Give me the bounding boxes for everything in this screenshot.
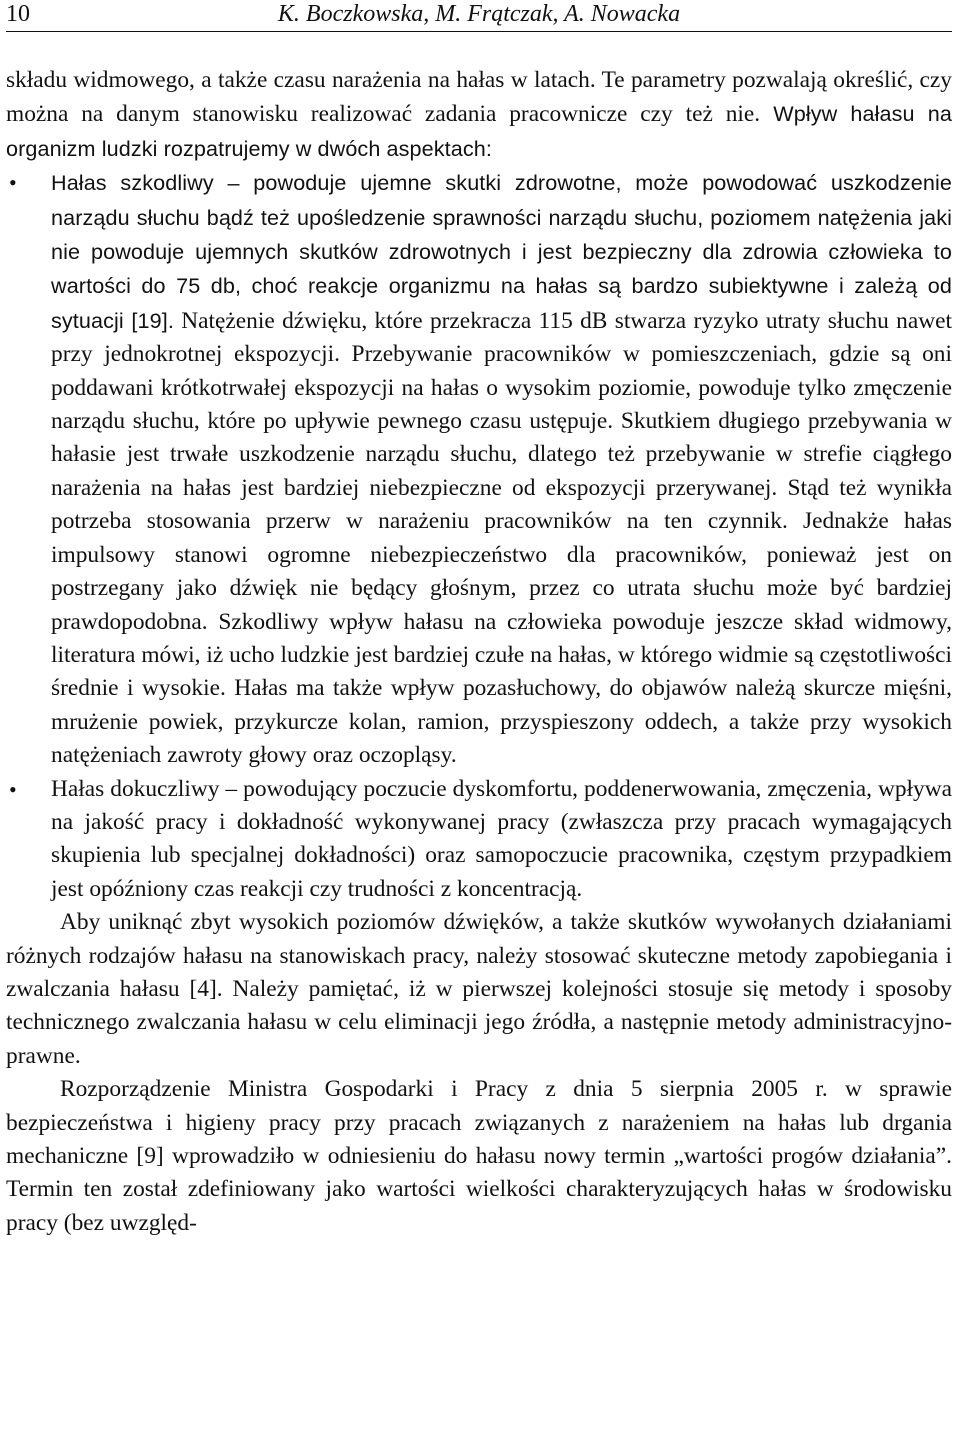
body-text — [6, 32, 952, 1240]
intro-text: składu widmowego, a także czasu narażenia na hałas w latach. Te parametry pozwalają określić, czy można na danym stanowisku realizować zadania pracownicze czy też nie. — [6, 67, 952, 128]
header-authors: K. Boczkowska, M. Frątczak, A. Nowacka — [277, 1, 681, 27]
bullet-text-sans: Hałas szkodliwy – powoduje ujemne skutki zdrowotne, może powodować uszkodzenie narządu słuchu bądź też upośledzenie sprawności narządu słuchu, poziomem natężenia jaki nie powoduje ujemnych skutków zdrowotnych i jest bezpieczny dla zdrowia człowieka to wartości do 75 db, choć reakcje organizmu na hałas są bardzo subiektywne i zależą od sytuacji [19]. — [51, 170, 952, 333]
body-paragraph: Aby uniknąć zbyt wysokich poziomów dźwięków, a także skutków wywołanych działaniami różnych rodzajów hałasu na stanowiskach pracy, należy stosować skuteczne metody zapobiegania i zwalczania hałasu [4]. Należy pamiętać, iż w pierwszej kolejności stosuje się metody i sposoby technicznego zwalczania hałasu w celu eliminacji jego źródła, a następnie metody administracyjno-prawne. — [6, 909, 952, 1069]
page-number: 10 — [6, 1, 30, 27]
list-item — [6, 166, 952, 772]
bullet-list — [6, 166, 952, 906]
bullet-text: Natężenie dźwięku, które przekracza 115 dB stwarza ryzyko utraty słuchu nawet przy jednokrotnej ekspozycji. Przebywanie pracowników w pomieszczeniach, gdzie są oni poddawani krótkotrwałej ekspozycji na hałas o wysokim poziomie, powoduje tylko zmęczenie narządu słuchu, które po upływie pewnego czasu ustępuje. Skutkiem długiego przebywania w hałasie jest trwałe uszkodzenie narządu słuchu, dlatego też przebywanie w strefie ciągłego narażenia na hałas jest bardziej niebezpieczne od ekspozycji przerywanej. Stąd też wynikła potrzeba stosowania przerw w narażeniu pracowników na ten czynnik. Jednakże hałas impulsowy stanowi ogromne niebezpieczeństwo dla pracowników, ponieważ jest on postrzegany jako dźwięk nie będący głośnym, przez co utrata słuchu może być bardziej prawdopodobna. Szkodliwy wpływ hałasu na człowieka powoduje jeszcze skład widmowy, literatura mówi, iż ucho ludzkie jest bardziej czułe na hałas, w którego widmie są częstotliwości średnie i wysokie. Hałas ma także wpływ pozasłuchowy, do objawów należą skurcze mięśni, mrużenie powiek, przykurcze kolan, ramion, przyspieszony oddech, a także przy wysokich natężeniach zawroty głowy oraz oczopląsy. — [51, 307, 952, 769]
intro-paragraph — [6, 64, 952, 166]
body-paragraph: Rozporządzenie Ministra Gospodarki i Pracy z dnia 5 sierpnia 2005 r. w sprawie bezpieczeństwa i higieny pracy przy pracach związanych z narażeniem na hałas lub drgania mechaniczne [9] wprowadziło w odniesieniu do hałasu nowy termin „wartości progów działania”. Termin ten został zdefiniowany jako wartości wielkości charakteryzujących hałas w środowisku pracy (bez uwzględ- — [6, 1076, 952, 1236]
document-page — [6, 0, 952, 1240]
bullet-icon: • — [9, 776, 17, 802]
list-item — [6, 773, 952, 907]
running-header — [6, 0, 952, 32]
bullet-icon: • — [9, 170, 17, 196]
bullet-text: Hałas dokuczliwy – powodujący poczucie dyskomfortu, poddenerwowania, zmęczenia, wpływa na jakość pracy i dokładność wykonywanej pracy (zwłaszcza przy pracach wymagających skupienia lub specjalnej dokładności) oraz samopoczucie pracownika, częstym przypadkiem jest opóźniony czas reakcji czy trudności z koncentracją. — [51, 775, 952, 902]
intro-text-sans: Wpływ hałasu na organizm ludzki rozpatrujemy w dwóch aspektach: — [6, 101, 952, 161]
